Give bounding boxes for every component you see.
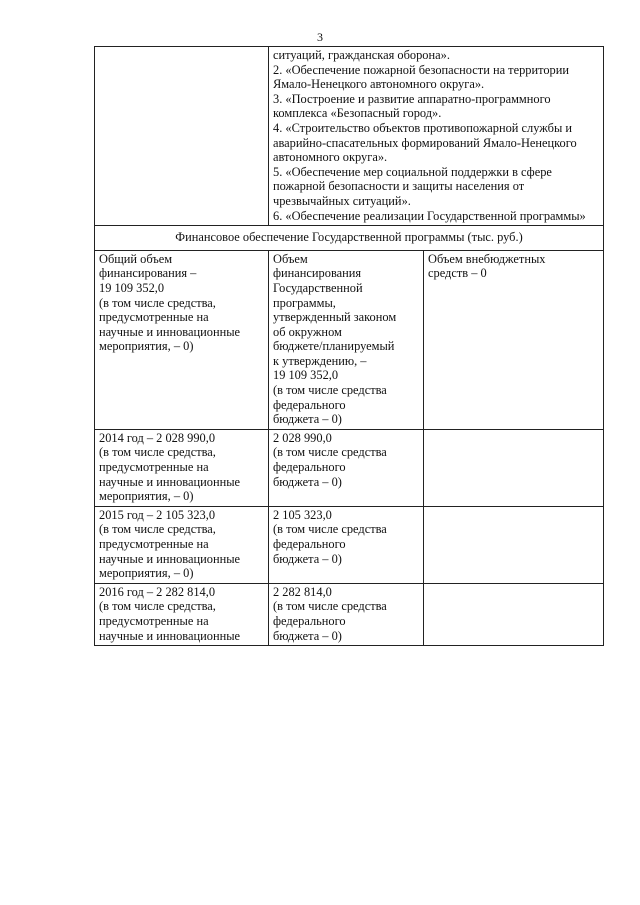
cell-line: средств – 0	[428, 266, 487, 281]
cell-line: (в том числе средства	[273, 383, 387, 398]
cell-line: федерального	[273, 397, 346, 412]
program-passport-table	[94, 46, 604, 646]
task-item: 5. «Обеспечение мер социальной поддержки в сфере пожарной безопасности и защиты населения от чрезвычайных ситуаций».	[273, 164, 552, 208]
cell-line: (в том числе средства,	[99, 522, 216, 537]
cell-line: финансирования	[273, 266, 362, 281]
extrabudget-cell	[424, 250, 604, 429]
task-item: 2. «Обеспечение пожарной безопасности на территории Ямало-Ненецкого автономного округа».	[273, 62, 570, 92]
year-extra-cell	[424, 429, 604, 506]
year-extra-cell	[424, 583, 604, 645]
cell-line: (в том числе средства	[273, 445, 387, 460]
year-row-2014	[95, 429, 604, 506]
cell-line: Государственной	[273, 280, 363, 295]
cell-line: 2016 год – 2 282 814,0	[99, 584, 216, 599]
year-budget-cell	[269, 583, 424, 645]
cell-line: предусмотренные на	[99, 613, 209, 628]
cell-line: Объем	[273, 251, 308, 266]
year-total-cell	[95, 583, 269, 645]
task-item: ситуаций, гражданская оборона».	[273, 48, 450, 62]
cell-line: научные и инновационные	[99, 474, 241, 489]
cell-line: об окружном	[273, 324, 342, 339]
cell-line: 2 105 323,0	[273, 507, 332, 522]
cell-line: бюджета – 0)	[273, 412, 342, 427]
tasks-cell	[269, 47, 604, 226]
cell-line: 19 109 352,0	[99, 280, 165, 295]
cell-line: бюджета – 0)	[273, 551, 342, 566]
task-item: 6. «Обеспечение реализации Государственной программы»	[273, 208, 586, 223]
page-number: 3	[317, 30, 323, 44]
cell-line: федерального	[273, 460, 346, 475]
cell-line: (в том числе средства,	[99, 445, 216, 460]
cell-line: (в том числе средства	[273, 522, 387, 537]
cell-line: к утверждению, –	[273, 353, 367, 368]
cell-line: утвержденный законом	[273, 310, 397, 325]
cell-line: бюджета – 0)	[273, 628, 342, 643]
year-extra-cell	[424, 506, 604, 583]
cell-line: федерального	[273, 613, 346, 628]
tasks-label-cell	[95, 47, 269, 226]
cell-line: мероприятия, – 0)	[99, 489, 194, 504]
cell-line: предусмотренные на	[99, 537, 209, 551]
year-total-cell	[95, 506, 269, 583]
finance-header: Финансовое обеспечение Государственной программы (тыс. руб.)	[95, 226, 604, 251]
total-financing-cell	[95, 250, 269, 429]
cell-line: Объем внебюджетных	[428, 251, 546, 266]
year-total-cell	[95, 429, 269, 506]
cell-line: научные и инновационные	[99, 324, 241, 339]
budget-financing-cell	[269, 250, 424, 429]
year-budget-cell	[269, 506, 424, 583]
tasks-row	[95, 47, 604, 226]
cell-line: (в том числе средства,	[99, 295, 216, 310]
cell-line: научные и инновационные	[99, 551, 241, 566]
cell-line: Общий объем	[99, 251, 173, 266]
cell-line: федерального	[273, 537, 346, 551]
cell-line: (в том числе средства,	[99, 599, 216, 614]
year-row-2015	[95, 506, 604, 583]
year-row-2016	[95, 583, 604, 645]
cell-line: предусмотренные на	[99, 310, 209, 325]
cell-line: 2015 год – 2 105 323,0	[99, 507, 216, 522]
cell-line: бюджете/планируемый	[273, 339, 395, 354]
cell-line: предусмотренные на	[99, 460, 209, 475]
cell-line: 2 028 990,0	[273, 430, 332, 445]
cell-line: 2 282 814,0	[273, 584, 332, 599]
task-item: 4. «Строительство объектов противопожарной службы и аварийно-спасательных формирований Ямало-Ненецкого автономного округа».	[273, 120, 577, 165]
finance-header-row	[95, 226, 604, 251]
year-budget-cell	[269, 429, 424, 506]
cell-line: (в том числе средства	[273, 599, 387, 614]
cell-line: научные и инновационные	[99, 628, 241, 643]
cell-line: бюджета – 0)	[273, 474, 342, 489]
cell-line: мероприятия, – 0)	[99, 339, 194, 354]
task-item: 3. «Построение и развитие аппаратно-программного комплекса «Безопасный город».	[273, 91, 551, 121]
cell-line: мероприятия, – 0)	[99, 566, 194, 581]
cell-line: 19 109 352,0	[273, 368, 339, 383]
summary-row	[95, 250, 604, 429]
cell-line: программы,	[273, 295, 336, 310]
cell-line: 2014 год – 2 028 990,0	[99, 430, 216, 445]
cell-line: финансирования –	[99, 266, 197, 281]
